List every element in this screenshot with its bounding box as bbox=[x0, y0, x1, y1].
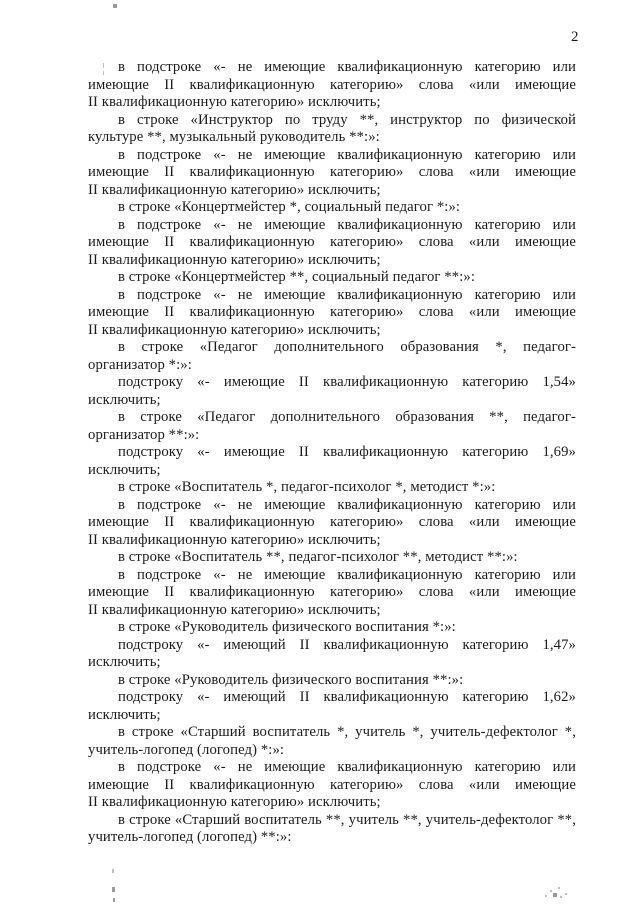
paragraph: в строке «Воспитатель **, педагог-психолог **, методист **:»: bbox=[118, 549, 518, 565]
paragraph: в подстроке «- не имеющие квалификационную категорию или имеющие II квалификационную категорию» слова «или имеющие II квалификационную категорию» исключить; bbox=[88, 759, 576, 810]
scan-artifact bbox=[113, 4, 117, 8]
paragraph: в подстроке «- не имеющие квалификационную категорию или имеющие II квалификационную категорию» слова «или имеющие II квалификационную категорию» исключить; bbox=[88, 216, 576, 268]
page-number: 2 bbox=[571, 29, 579, 45]
scan-artifact bbox=[113, 898, 115, 902]
paragraph: в строке «Старший воспитатель *, учитель *, учитель-дефектолог *, учитель-логопед (логопед) *:»: bbox=[88, 724, 576, 758]
paragraph: в строке «Инструктор по труду **, инструктор по физической культуре **, музыкальный руководитель **:»: bbox=[88, 111, 576, 145]
paragraph: подстроку «- имеющие II квалификационную категорию 1,54» исключить; bbox=[88, 374, 576, 408]
scan-artifact bbox=[112, 869, 114, 873]
paragraph: в подстроке «- не имеющие квалификационную категорию или имеющие II квалификационную категорию» слова «или имеющие II квалификационную категорию» исключить; bbox=[88, 566, 576, 618]
scan-artifact bbox=[565, 893, 567, 895]
scan-artifact bbox=[550, 890, 552, 892]
paragraph: в подстроке «- не имеющие квалификационную категорию или имеющие II квалификационную категорию» слова «или имеющие II квалификационную категорию» исключить; bbox=[88, 59, 576, 110]
paragraph: подстроку «- имеющий II квалификационную категорию 1,47» исключить; bbox=[88, 636, 576, 670]
paragraph: в подстроке «- не имеющие квалификационную категорию или имеющие II квалификационную категорию» слова «или имеющие II квалификационную категорию» исключить; bbox=[88, 286, 576, 338]
paragraph: в строке «Педагог дополнительного образования **, педагог-организатор **:»: bbox=[88, 409, 576, 443]
scan-artifact bbox=[545, 895, 547, 897]
scan-artifact bbox=[103, 71, 104, 75]
paragraph: в строке «Воспитатель *, педагог-психолог *, методист *:»: bbox=[118, 479, 496, 495]
paragraph: подстроку «- имеющие II квалификационную категорию 1,69» исключить; bbox=[88, 444, 576, 478]
scan-artifact bbox=[103, 63, 104, 68]
paragraph: в строке «Педагог дополнительного образования *, педагог-организатор *:»: bbox=[88, 339, 576, 373]
paragraph: в строке «Концертмейстер **, социальный педагог **:»: bbox=[118, 269, 475, 285]
paragraph: в подстроке «- не имеющие квалификационную категорию или имеющие II квалификационную категорию» слова «или имеющие II квалификационную категорию» исключить; bbox=[88, 496, 576, 548]
paragraph: в строке «Концертмейстер *, социальный педагог *:»: bbox=[118, 199, 461, 215]
paragraph: в строке «Руководитель физического воспитания **:»: bbox=[118, 671, 464, 688]
scan-artifact bbox=[112, 887, 115, 892]
paragraph: подстроку «- имеющий II квалификационную категорию 1,62» исключить; bbox=[88, 689, 576, 723]
paragraph: в строке «Руководитель физического воспитания *:»: bbox=[118, 619, 456, 635]
paragraph: в строке «Старший воспитатель **, учитель **, учитель-дефектолог **, учитель-логопед (логопед) **:»: bbox=[88, 811, 576, 845]
scan-artifact bbox=[553, 893, 557, 897]
scan-artifact bbox=[560, 896, 562, 898]
scan-artifact bbox=[558, 887, 560, 889]
paragraph: в подстроке «- не имеющие квалификационную категорию или имеющие II квалификационную категорию» слова «или имеющие II квалификационную категорию» исключить; bbox=[88, 146, 576, 198]
text-block bbox=[88, 59, 576, 847]
